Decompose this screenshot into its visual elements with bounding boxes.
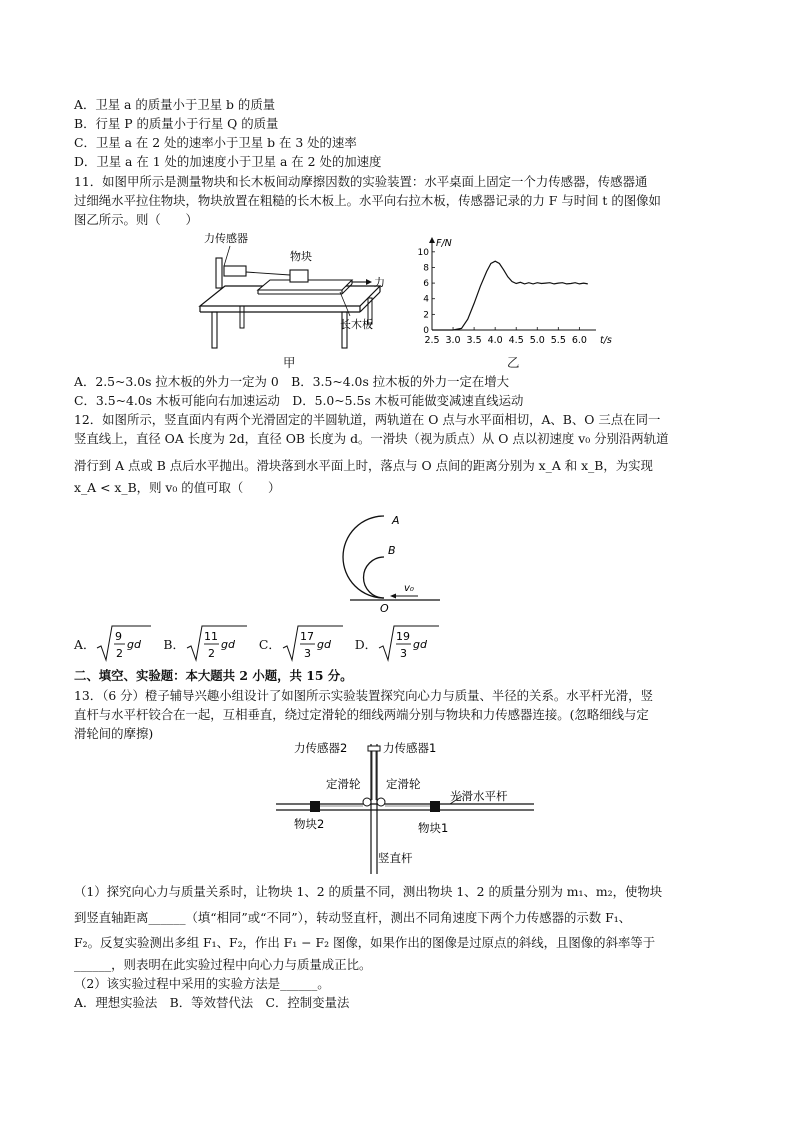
q12-option-d xyxy=(355,624,441,664)
label-block: 物块 xyxy=(290,250,312,263)
q12-option-a-letter: A． xyxy=(74,637,96,652)
x-tick-label: 5.0 xyxy=(529,335,545,346)
q12-option-a-den: 2 xyxy=(116,647,124,660)
sqrt-sign xyxy=(95,624,153,664)
x-tick-label: 3.0 xyxy=(445,335,461,346)
q12-option-b xyxy=(163,624,249,664)
force-curve xyxy=(432,261,588,330)
y-tick-label: 6 xyxy=(423,279,429,290)
section-2-title: 二、填空、实验题：本大题共 2 小题，共 15 分。 xyxy=(74,668,353,683)
caption-yi: 乙 xyxy=(507,355,520,370)
q12-stem-4: x_A < x_B，则 v₀ 的值可取（ ） xyxy=(74,480,281,495)
v0-label: v₀ xyxy=(404,583,414,594)
q12-option-b-den: 2 xyxy=(207,647,215,660)
q12-option-d-den: 3 xyxy=(400,647,408,660)
q11-stem-1: 11．如图甲所示是测量物块和长木板间动摩擦因数的实验装置：水平桌面上固定一个力传感器，传感器通 xyxy=(74,174,648,189)
sqrt-sign xyxy=(185,624,249,664)
q11-stem-3: 图乙所示。则（ ） xyxy=(74,212,198,227)
q12-option-d-letter: D． xyxy=(354,637,378,652)
point-b-label: B xyxy=(388,544,396,557)
q13-apparatus-figure xyxy=(270,738,540,876)
point-o-label: O xyxy=(380,602,389,615)
q12-option-d-num: 19 xyxy=(396,630,411,643)
q12-options xyxy=(74,624,441,664)
q13-part1-4: ______，则表明在此实验过程中向心力与质量成正比。 xyxy=(74,957,372,972)
q10-option-b: B．行星 P 的质量小于行星 Q 的质量 xyxy=(74,116,279,131)
label-long-board: 长木板 xyxy=(340,318,373,331)
x-tick-label: 3.5 xyxy=(466,335,482,346)
label-block-2: 物块2 xyxy=(294,817,325,831)
x-tick-label: 4.0 xyxy=(487,335,503,346)
q12-semicircle-figure xyxy=(340,508,450,618)
point-a-label: A xyxy=(392,514,400,527)
q11-options-2: C．3.5~4.0s 木板可能向右加速运动 D．5.0~5.5s 木板可能做变减速直线运动 xyxy=(74,393,524,408)
x-tick-label: 4.5 xyxy=(508,335,524,346)
q13-part1-1: （1）探究向心力与质量关系时，让物块 1、2 的质量不同，测出物块 1、2 的质量分别为 m₁、m₂，使物块 xyxy=(74,884,663,899)
q12-option-c-den: 3 xyxy=(303,647,311,660)
q12-option-d-tail: gd xyxy=(413,638,428,651)
q12-option-b-tail: gd xyxy=(220,638,235,651)
label-pulley-left: 定滑轮 xyxy=(326,777,361,791)
y-tick-label: 8 xyxy=(423,263,429,274)
q12-option-a xyxy=(74,624,153,664)
y-tick-label: 2 xyxy=(423,310,429,321)
label-sensor-1: 力传感器1 xyxy=(383,741,437,755)
q12-option-a-num: 9 xyxy=(115,630,123,643)
q10-option-d: D．卫星 a 在 1 处的加速度小于卫星 a 在 2 处的加速度 xyxy=(74,154,382,169)
label-force: 力 xyxy=(374,276,385,289)
q10-option-c: C．卫星 a 在 2 处的速率小于卫星 b 在 3 处的速率 xyxy=(74,135,357,150)
q13-stem-3: 滑轮间的摩擦) xyxy=(74,726,154,741)
q11-stem-2: 过细绳水平拉住物块，物块放置在粗糙的长木板上。水平向右拉木板，传感器记录的力 F 与时间 t 的图像如 xyxy=(74,193,661,208)
q13-part1-3: F₂。反复实验测出多组 F₁、F₂，作出 F₁ − F₂ 图像，如果作出的图像是过原点的斜线，且图像的斜率等于 xyxy=(74,935,656,950)
q13-stem-2: 直杆与水平杆铰合在一起，互相垂直，绕过定滑轮的细线两端分别与物块和力传感器连接。(忽略细线与定 xyxy=(74,707,649,722)
sqrt-sign xyxy=(377,624,441,664)
q12-option-b-num: 11 xyxy=(203,630,218,643)
q11-figure-jia xyxy=(190,228,390,358)
x-tick-label: 2.5 xyxy=(424,335,440,346)
label-force-sensor: 力传感器 xyxy=(204,232,248,245)
q12-option-c-letter: C． xyxy=(258,637,281,652)
q11-chart-yi xyxy=(417,236,612,348)
q12-option-c-tail: gd xyxy=(316,638,331,651)
q13-part1-2: 到竖直轴距离______（填“相同”或“不同”），转动竖直杆，测出不同角速度下两个力传感器的示数 F₁、 xyxy=(74,910,632,925)
x-tick-label: 5.5 xyxy=(550,335,566,346)
q12-stem-3: 滑行到 A 点或 B 点后水平抛出。滑块落到水平面上时，落点与 O 点间的距离分别为 x_A 和 x_B，为实现 xyxy=(74,458,653,473)
q12-option-c xyxy=(259,624,345,664)
label-sensor-2: 力传感器2 xyxy=(294,741,348,755)
y-tick-label: 10 xyxy=(417,247,429,258)
q10-option-a: A．卫星 a 的质量小于卫星 b 的质量 xyxy=(74,97,276,112)
x-tick-label: 6.0 xyxy=(571,335,587,346)
y-tick-label: 0 xyxy=(423,326,429,336)
y-axis-label: F/N xyxy=(436,238,452,249)
label-block-1: 物块1 xyxy=(418,821,449,835)
sqrt-sign xyxy=(281,624,345,664)
x-axis-label: t/s xyxy=(600,335,612,346)
label-vertical-rod: 竖直杆 xyxy=(378,851,413,865)
q12-option-b-letter: B． xyxy=(163,637,185,652)
label-pulley-right: 定滑轮 xyxy=(386,777,421,791)
q12-stem-1: 12．如图所示，竖直面内有两个光滑固定的半圆轨道，两轨道在 O 点与水平面相切，A、B、O 三点在同一 xyxy=(74,412,661,427)
y-tick-label: 4 xyxy=(423,294,429,305)
caption-jia: 甲 xyxy=(283,355,296,370)
q12-stem-2: 竖直线上，直径 OA 长度为 2d，直径 OB 长度为 d。一滑块（视为质点）从 O 点以初速度 v₀ 分别沿两轨道 xyxy=(74,431,669,446)
q13-part2-options: A．理想实验法 B．等效替代法 C．控制变量法 xyxy=(74,995,350,1010)
q12-option-c-num: 17 xyxy=(299,630,314,643)
q11-options-1: A．2.5~3.0s 拉木板的外力一定为 0 B．3.5~4.0s 拉木板的外力一定在增大 xyxy=(74,374,510,389)
q13-stem-1: 13．（6 分）橙子辅导兴趣小组设计了如图所示实验装置探究向心力与质量、半径的关系。水平杆光滑，竖 xyxy=(74,688,653,703)
label-smooth-rod: 光滑水平杆 xyxy=(450,789,508,803)
q13-part2: （2）该实验过程中采用的实验方法是______。 xyxy=(74,976,330,991)
q12-option-a-tail: gd xyxy=(127,638,142,651)
y-axis-arrow xyxy=(429,237,435,243)
